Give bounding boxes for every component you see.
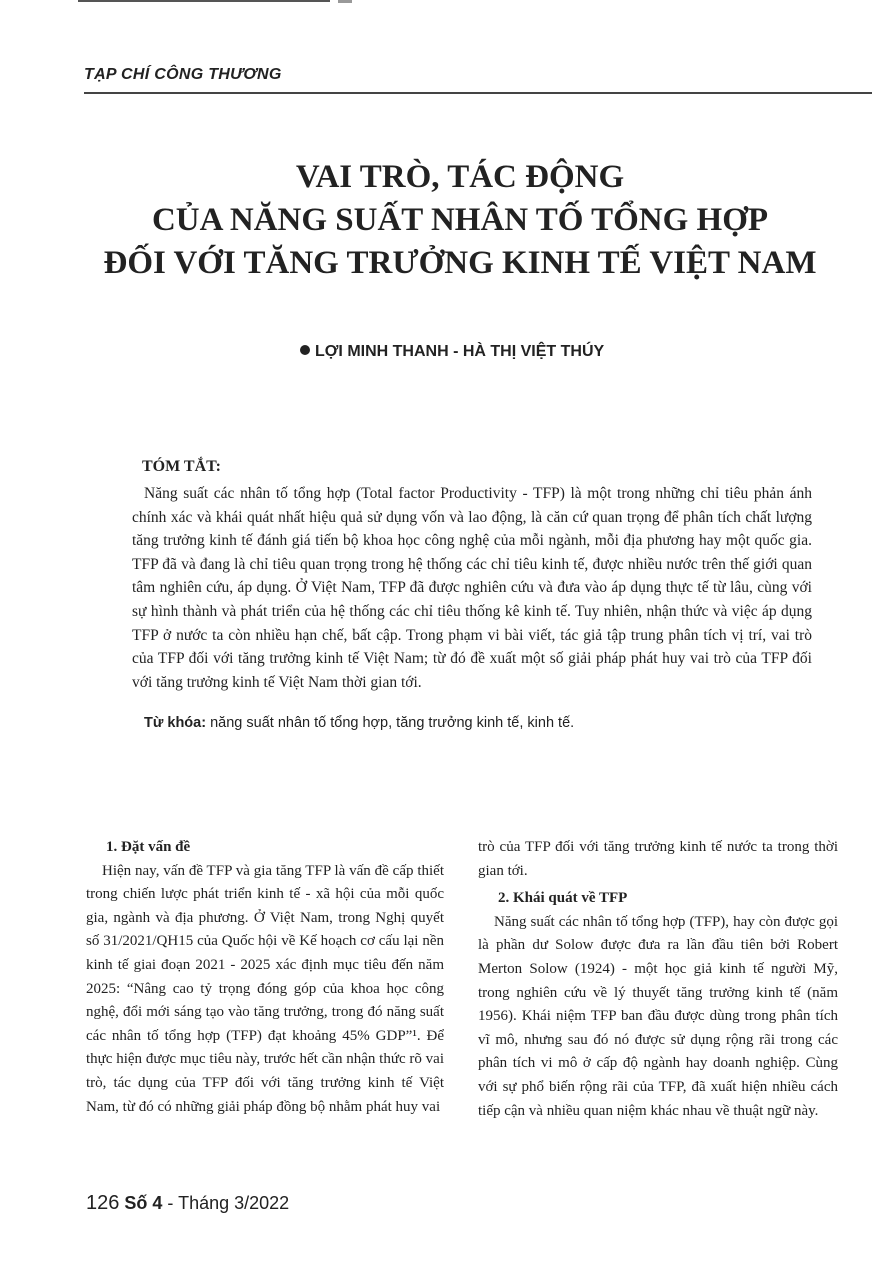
bullet-icon [300,345,310,355]
abstract-heading: TÓM TẮT: [142,458,221,475]
section-1-heading: 1. Đặt vấn đề [106,839,191,855]
issue-date: - Tháng 3/2022 [167,1193,290,1213]
page-number: 126 [86,1192,120,1214]
author-line [300,343,604,361]
keywords-label: Từ khóa: [144,715,207,731]
section-1-paragraph: Hiện nay, vấn đề TFP và gia tăng TFP là vấn đề cấp thiết trong chiến lược phát triển kinh tế - xã hội của mỗi quốc gia, ngành và địa phương. Ở Việt Nam, trong Nghị quyết số 31/2021/QH15 của Quốc hội về Kế hoạch cơ cấu lại nền kinh tế giai đoạn 2021 - 2025 xác định mục tiêu đến năm 2025: “Nâng cao tỷ trọng đóng góp của khoa học công nghệ, đổi mới sáng tạo vào tăng trưởng, trong đó năng suất các nhân tố tổng hợp (TFP) đạt khoảng 45% GDP”¹. Để thực hiện được mục tiêu này, trước hết cần nhận thức rõ vai trò, tác dụng của TFP đối với tăng trưởng kinh tế Việt Nam, từ đó có những giải pháp đồng bộ nhằm phát huy vai [86,862,444,1115]
keywords-text: năng suất nhân tố tổng hợp, tăng trưởng kinh tế, kinh tế. [210,715,575,731]
article-title [80,156,840,285]
left-column [86,836,444,1119]
title-line-1: VAI TRÒ, TÁC ĐỘNG [295,159,625,195]
right-column [478,836,838,1123]
section-2-heading: 2. Khái quát về TFP [498,890,628,907]
journal-name: TẠP CHÍ CÔNG THƯƠNG [84,66,282,83]
authors: LỢI MINH THANH - HÀ THỊ VIỆT THÚY [315,343,605,360]
title-line-3: ĐỐI VỚI TĂNG TRƯỞNG KINH TẾ VIỆT NAM [103,245,817,281]
top-edge-line [78,0,330,2]
header-rule [84,92,872,94]
page-footer [86,1192,289,1215]
section-2-paragraph: Năng suất các nhân tố tổng hợp (TFP), hay còn được gọi là phần dư Solow được đưa ra lần đầu tiên bởi Robert Merton Solow (1924) - một học giả kinh tế người Mỹ, trong nghiên cứu về lý thuyết tăng trưởng kinh tế (năm 1956). Khái niệm TFP ban đầu được dùng trong phân tích vĩ mô, nhưng sau đó nó được sử dụng rộng rãi trong các phân tích vi mô ở cấp độ ngành hay doanh nghiệp. Cùng với sự phổ biến rộng rãi của TFP, đã xuất hiện nhiều cách tiếp cận và nhiều quan niệm khác nhau về thuật ngữ này. [478,913,838,1119]
abstract [132,482,812,694]
keywords [144,715,824,731]
abstract-text: Năng suất các nhân tố tổng hợp (Total factor Productivity - TFP) là một trong những chỉ tiêu phản ánh chính xác và khái quát nhất hiệu quả sử dụng vốn và lao động, là căn cứ quan trọng để phân tích chất lượng tăng trưởng kinh tế đánh giá tiến bộ khoa học công nghệ của mỗi ngành, mỗi địa phương hay một quốc gia. TFP đã và đang là chỉ tiêu quan trọng trong hệ thống các chỉ tiêu kinh tế, được nhiều nước trên thế giới quan tâm nghiên cứu, áp dụng. Ở Việt Nam, TFP đã được nghiên cứu và đưa vào áp dụng thực tế từ lâu, cùng với sự hình thành và phát triển của hệ thống các chỉ tiêu thống kê kinh tế. Tuy nhiên, nhận thức và việc áp dụng TFP ở nước ta còn nhiều hạn chế, bất cập. Trong phạm vi bài viết, tác giả tập trung phân tích vị trí, vai trò của TFP đối với tăng trưởng kinh tế Việt Nam; từ đó đề xuất một số giải pháp phát huy vai trò của TFP đối với tăng trưởng kinh tế Việt Nam thời gian tới. [132,485,812,691]
top-edge-mark [338,0,352,3]
section-1-continued: trò của TFP đối với tăng trưởng kinh tế nước ta trong thời gian tới. [478,839,838,879]
title-line-2: CỦA NĂNG SUẤT NHÂN TỐ TỔNG HỢP [151,202,769,238]
issue-label: Số 4 [124,1193,163,1213]
